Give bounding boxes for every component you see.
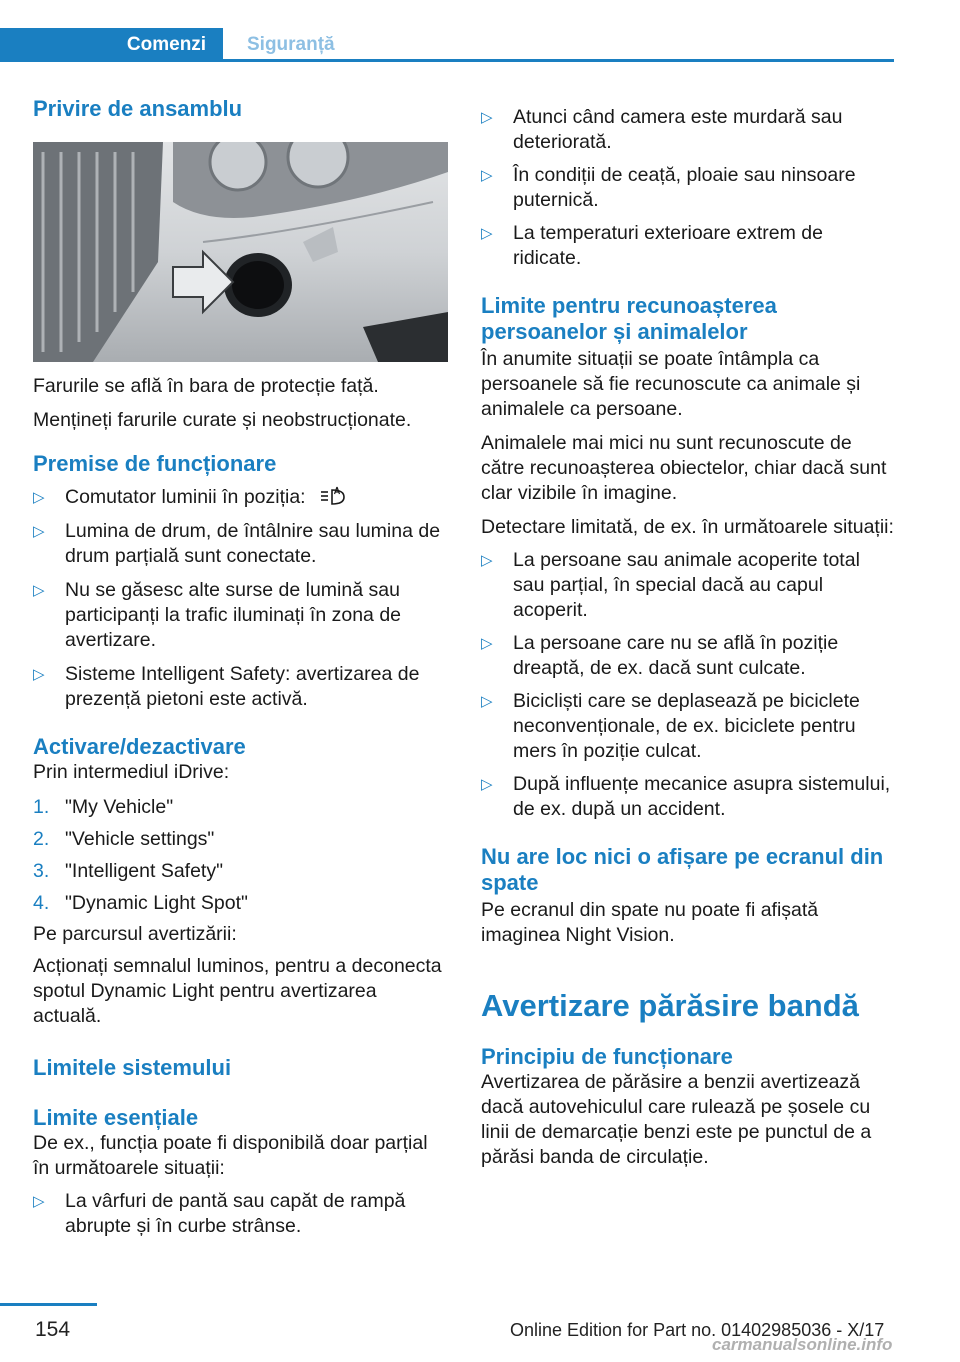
heading-principle: Principiu de funcționare xyxy=(481,1044,733,1069)
text-clean: Mențineți farurile curate și neobstrucționate. xyxy=(33,409,412,431)
text-location: Farurile se află în bara de protecție față. xyxy=(33,375,379,397)
text-idrive: Prin intermediul iDrive: xyxy=(33,761,230,783)
step-item: 3. "Intelligent Safety" xyxy=(33,860,224,882)
list-item: ▷ La persoane care nu se află în poziție dreaptă, de ex. dacă sunt culcate. xyxy=(481,631,894,681)
step-item: 1. "My Vehicle" xyxy=(33,796,174,818)
list-item: ▷ Comutator luminii în poziția: xyxy=(33,485,448,510)
text-essential: De ex., funcția poate fi disponibilă doar parțial în următoarele situații: xyxy=(33,1132,428,1179)
list-item: ▷ La vârfuri de pantă sau capăt de rampă abrupte și în curbe strânse. xyxy=(33,1189,448,1239)
text-action: Acționați semnalul luminos, pentru a deconecta spotul Dynamic Light pentru avertizarea actuală. xyxy=(33,955,442,1027)
list-item: ▷ Bicicliști care se deplasează pe biciclete neconvenționale, de ex. biciclete pentru mers în poziție culcat. xyxy=(481,689,894,764)
step-item: 2. "Vehicle settings" xyxy=(33,828,215,850)
edition-text: Online Edition for Part no. 01402985036 - X/17 xyxy=(510,1320,885,1340)
text-rec1: În anumite situații se poate întâmpla ca persoanele să fie recunoscute ca animale și animalele ca persoane. xyxy=(481,348,861,420)
left-column xyxy=(33,96,448,1239)
list-item: ▷ Lumina de drum, de întâlnire sau lumina de drum parțială sunt conectate. xyxy=(33,519,448,569)
text-rec3: Detectare limitată, de ex. în următoarele situații: xyxy=(481,516,894,538)
header-tabs xyxy=(0,0,894,62)
essential-list xyxy=(33,1189,448,1239)
text-principle: Avertizarea de părăsire a benzii avertizează dacă autovehiculul care rulează pe șosele cu linii de demarcație benzi este pe punctul de a părăsi banda de circulație. xyxy=(481,1071,872,1168)
heading-essential: Limite esențiale xyxy=(33,1105,199,1130)
footer-rule xyxy=(0,1303,97,1306)
essential-list-continued xyxy=(481,105,894,271)
heading-activation: Activare/dezactivare xyxy=(33,734,246,759)
step-item: 4. "Dynamic Light Spot" xyxy=(33,892,248,914)
list-item: ▷ După influențe mecanice asupra sistemului, de ex. după un accident. xyxy=(481,772,894,822)
list-item: ▷ Atunci când camera este murdară sau deteriorată. xyxy=(481,105,894,155)
heading-limits: Limitele sistemului xyxy=(33,1055,232,1080)
text-during: Pe parcursul avertizării: xyxy=(33,923,237,945)
headlight-photo xyxy=(33,142,448,362)
heading-recognition: Limite pentru recunoașterea persoanelor și animalelor xyxy=(481,293,777,344)
heading-no-display: Nu are loc nici o afișare pe ecranul din spate xyxy=(481,844,884,895)
header-rule xyxy=(0,59,894,62)
heading-lane-warning: Avertizare părăsire bandă xyxy=(481,988,859,1023)
list-item: ▷ În condiții de ceață, ploaie sau ninsoare puternică. xyxy=(481,163,894,213)
headlight-illustration xyxy=(33,142,448,362)
watermark: carmanualsonline.info xyxy=(712,1335,893,1354)
list-item: ▷ La persoane sau animale acoperite total sau parțial, în special dacă au capul acoperit. xyxy=(481,548,894,623)
recognition-list xyxy=(481,548,894,822)
list-item: ▷ Nu se găsesc alte surse de lumină sau participanți la trafic iluminați în zona de avertizare. xyxy=(33,578,448,653)
list-item: ▷ Sisteme Intelligent Safety: avertizarea de prezență pietoni este activă. xyxy=(33,662,448,712)
steps-list xyxy=(33,795,448,916)
text-no-display: Pe ecranul din spate nu poate fi afișată imaginea Night Vision. xyxy=(481,899,819,946)
right-column xyxy=(481,96,894,1170)
tab-comenzi[interactable]: Comenzi xyxy=(0,28,223,62)
text-rec2: Animalele mai mici nu sunt recunoscute de către recunoașterea obiectelor, chiar dacă sunt clar vizibile în imagine. xyxy=(481,432,887,504)
heading-overview: Privire de ansamblu xyxy=(33,96,243,121)
page-number: 154 xyxy=(35,1318,71,1341)
list-item: ▷ La temperaturi exterioare extrem de ridicate. xyxy=(481,221,894,271)
premise-list xyxy=(33,485,448,712)
tab-siguranta[interactable]: Siguranță xyxy=(247,34,335,55)
auto-headlight-icon xyxy=(319,486,347,506)
heading-premise: Premise de funcționare xyxy=(33,451,277,476)
